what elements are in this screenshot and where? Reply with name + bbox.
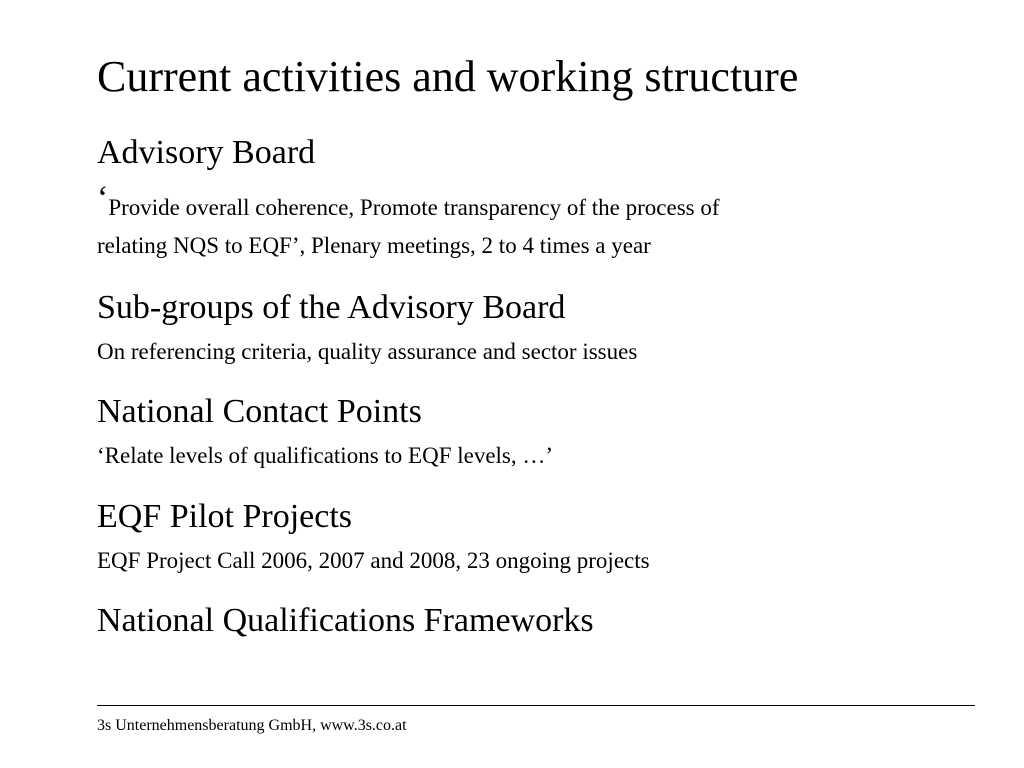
advisory-board-description-line-1	[97, 180, 720, 226]
heading-sub-groups: Sub-groups of the Advisory Board	[97, 289, 566, 326]
open-quote-mark: ‘	[97, 180, 109, 217]
heading-eqf-pilot-projects: EQF Pilot Projects	[97, 498, 353, 535]
heading-national-contact-points: National Contact Points	[97, 393, 422, 430]
heading-national-qualifications-frameworks: National Qualifications Frameworks	[97, 602, 594, 639]
footer-text: 3s Unternehmensberatung GmbH, www.3s.co.at	[97, 717, 407, 734]
sub-groups-description: On referencing criteria, quality assurance and sector issues	[97, 339, 638, 364]
footer-divider	[97, 705, 975, 706]
eqf-pilot-projects-description: EQF Project Call 2006, 2007 and 2008, 23 ongoing projects	[97, 548, 650, 573]
slide-title: Current activities and working structure	[97, 52, 799, 101]
national-contact-points-description: ‘Relate levels of qualifications to EQF levels, …’	[97, 443, 554, 468]
heading-advisory-board: Advisory Board	[97, 134, 316, 171]
advisory-board-description-text: Provide overall coherence, Promote transparency of the process of	[108, 195, 720, 220]
advisory-board-description-line-2: relating NQS to EQF’, Plenary meetings, 2 to 4 times a year	[97, 233, 651, 258]
